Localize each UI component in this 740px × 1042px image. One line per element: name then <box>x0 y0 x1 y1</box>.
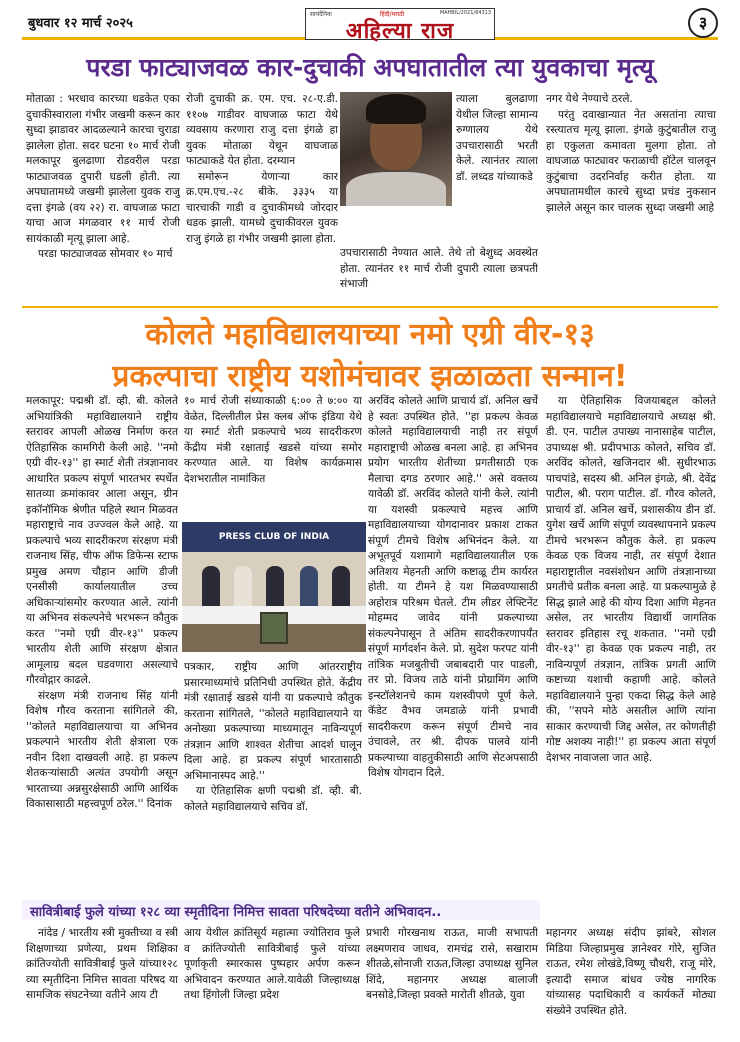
story2-paragraph: या ऐतिहासिक क्षणी पद्मश्री डॉ. व्ही. बी. कोलते महाविद्यालयाचे सचिव डॉ. <box>184 785 362 813</box>
story2-column-1 <box>26 394 178 894</box>
story2-headline-line2: प्रकल्पाचा राष्ट्रीय यशोमंचावर झळाळता सन्मान! <box>112 359 628 394</box>
story1-paragraph: त्याला बुलढाणा येथील जिल्हा सामान्य रुग्णालय येथे उपचारासाठी भरती केले. त्यानंतर त्याला डॉ. लध्दड यांच्याकडे <box>456 93 538 183</box>
story3-column-3 <box>366 926 538 1038</box>
issue-date: बुधवार १२ मार्च २०२५ <box>28 16 133 31</box>
story2-paragraph: या ऐतिहासिक विजयाबद्दल कोलते महाविद्यालयाचे महाविद्यालयाचे अध्यक्ष श्री. डी. एन. पाटील उपाख्य नानासाहेब पाटील, उपाध्यक्ष श्री. प्रदीपभाऊ कोलते, सचिव डॉ. अरविंद कोलते, खजिनदार श्री. सुधीरभाऊ पाचपांडे, सदस्य श्री. अनिल इंगळे, श्री. देवेंद्र पाटील, श्री. पराग पाटील. डॉ. गौरव कोलते, प्राचार्य डॉ. अनिल खर्चे, प्रशासकीय डीन डॉ. युगेश खर्चे आणि संपूर्ण व्यवस्थापनाने प्रकल्प टीमचे भरभरून कौतुक केले. हा प्रकल्प केवळ एक विजय नाही, तर संपूर्ण देशात महाराष्ट्रातील नवसंशोधन आणि तंत्रज्ञानाच्या प्रगतीचे प्रतीक बनला आहे. या प्रकल्पामुळे हे सिद्ध झाले आहे की योग्य दिशा आणि मेहनत असेल, तर भारतीय विद्यार्थी जागतिक स्तरावर इतिहास रचू शकतात. ''नमो एग्री वीर-१३'' हा केवळ एक प्रकल्प नाही, तर नाविन्यपूर्ण तंत्रज्ञान, तांत्रिक प्रगती आणि कष्टाच्या यशाची कहाणी आहे. कोलते महाविद्यालयाने पुन्हा एकदा सिद्ध केले आहे की, ''सपने मोठे असतील आणि त्यांना साकार करण्याची जिद्द असेल, तर कोणतीही गोष्ट अशक्य नाही!'' हा प्रकल्प आता संपूर्ण देशभर नावाजला जात आहे. <box>546 395 716 764</box>
story1-column-3a <box>456 92 538 244</box>
story1-paragraph: परंतु दवाखान्यात नेत असतांना त्याचा रस्त्यातच मृत्यू झाला. इंगळे कुटुंबातील राजु हा एकुलता कमावता मुलगा होता. तो वाघजाळ फाट्यावर फराळाची हॉटेल चालवून कुटुंबाचा उदरनिर्वाह करीत होता. या अपघातामधील कारचे सुध्दा प्रचंड नुकसान झालेले असून कार चालक सुध्दा जखमी आहे <box>546 108 716 214</box>
story3-paragraph: प्रभारी गोरखनाथ राऊत, माजी सभापती लक्ष्मणराव जाधव, रामचंद्र रासे, सखाराम शीतळे,सोनाजी राऊत,जिल्हा उपाध्यक्ष सुनिल शिंदे, महानगर अध्यक्ष बालाजी बनसोडे,जिल्हा प्रवक्ते मारोती शीतळे, युवा <box>366 927 538 1001</box>
victim-photo <box>340 92 452 206</box>
photo-person <box>202 566 220 608</box>
story3-paragraph: नांदेड / भारतीय स्त्री मुक्तीच्या व स्त्री शिक्षणाच्या प्रणेत्या, प्रथम शिक्षिका क्रांतिज्योती सावित्रीबाई फुले यांच्या१२८ व्या स्मृतीदिना निमित्त सावता परिषद या सामजिक संघटनेच्या वतीने आय टी <box>26 927 178 1001</box>
masthead-tagline: सायंदैनिक <box>310 11 332 18</box>
story3-headline: सावित्रीबाई फुले यांच्या १२८ व्या स्मृतीदिना निमित्त सावता परिषदेच्या वतीने अभिवादन.. <box>30 905 442 920</box>
story1-paragraph: नगर येथे नेण्याचे ठरले. <box>546 93 633 105</box>
story1-paragraph: मोताळा : भरधाव कारच्या धडकेत एका दुचाकीस्वाराला गंभीर जखमी करून कार सुध्दा झाडावर आदळल्याने कारचा चुराडा झालेला होता. सदर घटना १० मार्च रोजी मलकापूर बुलढाणा रोडवरील परडा फाट्याजवळ दुपारी घडली होती. त्या अपघातामध्ये जखमी झालेला युवक राजु दत्ता इंगळे (वय २२) रा. वाघजाळ फाटा याचा आज मंगळवार ११ मार्च रोजी सायंकाळी मृत्यू झाला आहे. <box>26 93 180 245</box>
story2-paragraph: अरविंद कोलते आणि प्राचार्य डॉ. अनिल खर्चे हे स्वतः उपस्थित होते. ''हा प्रकल्प केवळ कोलते महाविद्यालयाची नाही तर संपूर्ण महाराष्ट्राची ओळख बनला आहे. हा अभिनव प्रयोग भारतीय शेतीच्या प्रगतीसाठी एक मैलाचा दगड ठरणार आहे.'' असे वक्तव्य यावेळी डॉ. अरविंद कोलते यांनी केले. त्यांनी या यशस्वी प्रकल्पाचे महत्त्व आणि महाविद्यालयाच्या योगदानावर प्रकाश टाकत संपूर्ण टीमचे विशेष अभिनंदन केले. या अभूतपूर्व यशामागे महाविद्यालयातील एक अतिशय मेहनती आणि कष्टाळू टीम कार्यरत होती. या टीमने हे यश मिळवण्यासाठी अहोरात्र परिश्रम घेतले. टीम लीडर लेफ्टिनेंट मोहम्मद जावेद यांनी प्रकल्पाच्या संकल्पनेपासून ते अंतिम सादरीकरणापर्यंत संपूर्ण मार्गदर्शन केले. प्रो. सुदेश फरपट यांनी तांत्रिक मजबुतीची जबाबदारी पार पाडली, तर प्रो. विजय ताठे यांनी प्रोग्रामिंग आणि इन्स्टॉलेशनचे काम यशस्वीपणे पूर्ण केले. कॅडेट वैभव जमडाळे यांनी प्रभावी सादरीकरण करून संपूर्ण टीमचे नाव उंचावले, तर श्री. दीपक पालवे यांनी प्रकल्पाच्या वाहतुकीसाठी आणि सेटअपसाठी विशेष योगदान दिले. <box>368 395 538 779</box>
story1-column-3b <box>340 246 538 300</box>
masthead <box>305 8 495 44</box>
masthead-registration: MAHBIL/2021/84313 <box>439 10 491 16</box>
masthead-language: हिंदी/मराठी <box>380 11 405 18</box>
story1-column-1 <box>26 92 180 300</box>
story2-column-2-bottom <box>184 660 362 892</box>
story1-paragraph: समोरून येणाऱ्या कार क्र.एम.एच.-२८ बीके. ३३३५ या चारचाकी गाडी व दुचाकीमध्ये जोरदार धडक झाली. यामध्ये दुचाकीवरल युवक राजु इंगळे हा गंभीर जखमी झाला होता. <box>186 170 338 245</box>
story2-paragraph: संरक्षण मंत्री राजनाथ सिंह यांनी विशेष गौरव करताना सांगितले की, ''कोलते महाविद्यालयाचा या अभिनव प्रकल्पाने भारतीय शेती क्षेत्राला एक नवीन दिशा दाखवली आहे. हा प्रकल्प शेतकऱ्यांसाठी अत्यंत उपयोगी असून भारताच्या अन्नसुरक्षेसाठी आणि आर्थिक विकासासाठी महत्त्वपूर्ण ठरेल.'' दिनांक <box>26 689 178 810</box>
press-club-banner: PRESS CLUB OF INDIA <box>182 522 366 552</box>
photo-person <box>300 566 318 608</box>
story2-column-2-top <box>184 394 362 518</box>
story2-paragraph: मलकापूर: पद्मश्री डॉ. व्ही. बी. कोलते अभियांत्रिकी महाविद्यालयाने राष्ट्रीय स्तरावर आपली ओळख निर्माण करत ऐतिहासिक कामगिरी केली आहे. ''नमो एग्री वीर-१३'' हा स्मार्ट शेती तंत्रज्ञानावर आधारित प्रकल्प संपूर्ण भारतभर स्पर्धेत सातव्या क्रमांकावर आला असून, ग्रीन इकॉनॉमिक श्रेणीत पहिले स्थान मिळवत महाराष्ट्राचे नाव उज्ज्वल केले आहे. या प्रकल्पाचे भव्य सादरीकरण संरक्षण मंत्री राजनाथ सिंह, चीफ ऑफ डिफेन्स स्टाफ प्रमुख अमण चौहान आणि डीजी एनसीसी कार्यालयातील उच्च अधिकाऱ्यांसमोर करण्यात आले. त्यांनी या अभिनव संकल्पनेचे भरभरून कौतुक करत ''नमो एग्री वीर-१३'' प्रकल्प भारतीय शेती आणि संरक्षण क्षेत्रात आमूलाग्र बदल घडवणारा असल्याचे गौरवोद्गार काढले. <box>26 395 178 686</box>
page-header <box>22 8 718 44</box>
photo-person <box>266 566 284 608</box>
story3-paragraph: आय येथील क्रांतिसूर्य महात्मा ज्योतिराव फुले व क्रांतिज्योती सावित्रीबाई फुले यांच्या पूर्णाकृती स्मारकास पुष्पहार अर्पण करून अभिवादन करण्यात आले.यावेळी जिल्हाध्यक्ष तथा हिंगोली जिल्हा प्रदेश <box>184 927 360 1001</box>
newspaper-title: अहिल्या राज <box>345 19 455 44</box>
story3-column-1 <box>26 926 178 1038</box>
story2-headline-line1: कोलते महाविद्यालयाच्या नमो एग्री वीर-१३ <box>145 317 595 352</box>
event-photo <box>182 522 366 652</box>
story3-column-2 <box>184 926 360 1038</box>
story1-column-2 <box>186 92 338 300</box>
story1-paragraph: उपचारासाठी नेण्यात आले. तेथे तो बेशुध्द अवस्थेत होता. त्यानंतर ११ मार्च रोजी दुपारी त्याला छत्रपती संभाजी <box>340 247 538 290</box>
story1-paragraph: रोजी दुचाकी क्र. एम. एच. २८-ए.डी. ११०७ गाडीवर वाघजाळ फाटा येथे व्यवसाय करणारा राजु दत्ता इंगळे हा युवक मोताळा येथून वाघजाळ फाट्याकडे येत होता. दरम्यान <box>186 93 338 167</box>
story3-paragraph: महानगर अध्यक्ष संदीप झांबरे, सोशल मिडिया जिल्हाप्रमुख ज्ञानेश्वर गोरे, सुजित राऊत, रमेश लोखंडे,विष्णू चौधरी, राजू मोरे, इत्यादी समाज बांधव ज्येष्ठ नागरिक यांच्यासह पदाधिकारी व कार्यकर्ते मोठ्या संख्येने उपस्थित होते. <box>546 927 716 1017</box>
photo-person <box>332 566 350 608</box>
story2-paragraph: १० मार्च रोजी संध्याकाळी ६:०० ते ७:०० या वेळेत, दिल्लीतील प्रेस क्लब ऑफ इंडिया येथे या स्मार्ट शेती प्रकल्पाचे भव्य सादरीकरण केंद्रीय मंत्री रक्षाताई खडसे यांच्या समोर करण्यात आले. या विशेष कार्यक्रमास देशभरातील नामांकित <box>184 395 362 485</box>
page-number: ३ <box>688 8 718 38</box>
photo-hair <box>366 94 426 124</box>
story1-paragraph: परडा फाट्याजवळ सोमवार १० मार्च <box>38 248 173 260</box>
story1-column-4 <box>546 92 716 300</box>
photo-model-display <box>260 612 288 644</box>
story3-column-4 <box>546 926 716 1038</box>
photo-person <box>234 566 252 608</box>
story1-headline: परडा फाट्याजवळ कार-दुचाकी अपघातातील त्या युवकाचा मृत्यू <box>86 53 654 82</box>
photo-shirt <box>346 172 446 206</box>
section-divider <box>22 306 718 308</box>
story2-paragraph: पत्रकार, राष्ट्रीय आणि आंतरराष्ट्रीय प्रसारमाध्यमांचे प्रतिनिधी उपस्थित होते. केंद्रीय मंत्री रक्षाताई खडसे यांनी या प्रकल्पाचे कौतुक करताना सांगितले, ''कोलते महाविद्यालयाने या अनोख्या प्रकल्पाच्या माध्यमातून नाविन्यपूर्ण तंत्रज्ञान आणि शाश्वत शेतीचा आदर्श घालून दिला आहे. हा प्रकल्प संपूर्ण भारतासाठी अभिमानास्पद आहे.'' <box>184 661 362 782</box>
story2-column-3 <box>368 394 538 894</box>
